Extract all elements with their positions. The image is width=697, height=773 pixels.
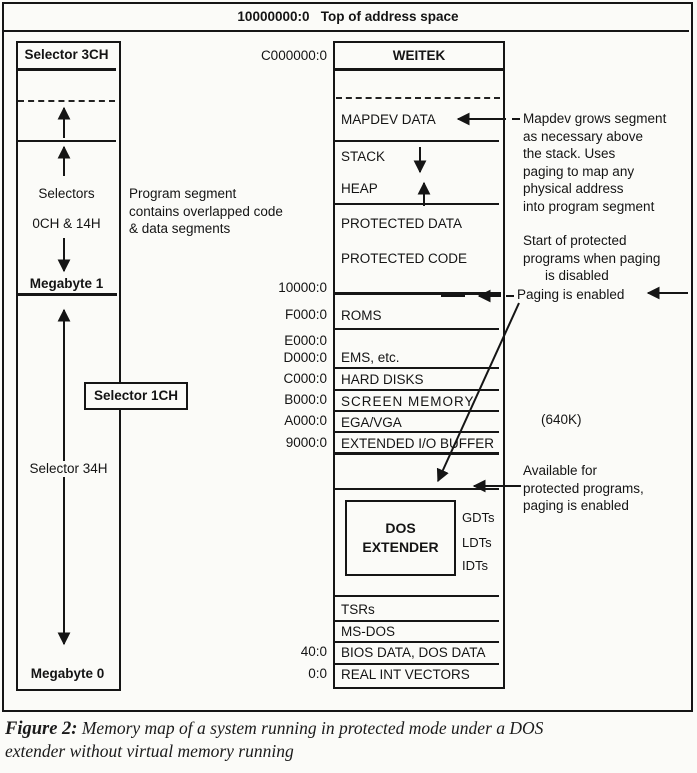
mapdev-note bbox=[523, 110, 666, 215]
roms-label: ROMS bbox=[341, 308, 382, 323]
protected-code-label: PROTECTED CODE bbox=[341, 251, 468, 266]
line-below-heap bbox=[335, 203, 499, 205]
hard-disks-label: HARD DISKS bbox=[341, 372, 424, 387]
addr-c000000: C000000:0 bbox=[260, 48, 327, 63]
screen-memory-label: SCREEN MEMORY bbox=[341, 394, 475, 409]
line-below-ems bbox=[335, 367, 499, 369]
mapdev-note-line5: physical address bbox=[523, 181, 624, 196]
line-below-roms bbox=[335, 328, 499, 330]
gdts-label: GDTs bbox=[462, 510, 495, 525]
real-int-vectors-label: REAL INT VECTORS bbox=[341, 667, 470, 682]
figure-caption bbox=[5, 717, 693, 762]
selector-line-142 bbox=[17, 140, 116, 142]
addr-b000: B000:0 bbox=[284, 392, 327, 407]
addr-f000: F000:0 bbox=[284, 307, 327, 322]
line-below-bios bbox=[335, 663, 499, 665]
ext-io-buffer-label: EXTENDED I/O BUFFER bbox=[341, 436, 495, 451]
mapdev-note-line4: paging to map any bbox=[523, 163, 635, 179]
addr-d000: D000:0 bbox=[283, 350, 327, 365]
line-below-tsrs bbox=[335, 620, 499, 622]
program-note-line3: & data segments bbox=[129, 221, 231, 236]
addr-c000: C000:0 bbox=[283, 371, 327, 386]
selector-3ch-underline bbox=[17, 68, 116, 71]
dos-extender-box bbox=[345, 500, 456, 576]
selector-dashed-line bbox=[18, 100, 115, 102]
mapdev-note-line1: Mapdev grows segment bbox=[523, 111, 667, 126]
caption-text2: extender without virtual memory running bbox=[5, 741, 294, 761]
program-note-line1: Program segment bbox=[129, 186, 237, 201]
line-10000 bbox=[333, 292, 501, 295]
line-below-ega-vga bbox=[335, 431, 499, 433]
available-note bbox=[523, 462, 644, 515]
addr-9000: 9000:0 bbox=[285, 435, 327, 450]
line-below-hard-disks bbox=[335, 389, 499, 391]
megabyte-1-label: Megabyte 1 bbox=[29, 276, 104, 291]
mapdev-dashed-line bbox=[336, 97, 500, 99]
selector-column bbox=[16, 41, 121, 691]
figure-title bbox=[4, 9, 692, 25]
available-note-line2: protected programs, bbox=[523, 480, 644, 496]
bios-data-label: BIOS DATA, DOS DATA bbox=[341, 645, 486, 660]
line-below-ext-io bbox=[335, 452, 499, 455]
start-note-line2: programs when paging bbox=[523, 250, 661, 266]
megabyte-1-line bbox=[16, 293, 117, 296]
mapdev-note-line6: into program segment bbox=[523, 198, 655, 214]
selector-1ch-label bbox=[84, 382, 188, 410]
ega-vga-label: EGA/VGA bbox=[341, 415, 402, 430]
header-divider bbox=[4, 30, 689, 32]
program-segment-note bbox=[129, 185, 283, 238]
start-note-line3: is disabled bbox=[545, 268, 609, 283]
weitek-box bbox=[333, 41, 505, 71]
selectors-label-2: 0CH & 14H bbox=[32, 216, 101, 231]
caption-line1 bbox=[5, 717, 693, 740]
top-address: 10000000:0 bbox=[237, 9, 310, 24]
mapdev-note-line2: as necessary above bbox=[523, 128, 644, 144]
program-note-line2: contains overlapped code bbox=[129, 203, 283, 219]
selectors-label-1: Selectors bbox=[38, 186, 95, 201]
start-note-line1: Start of protected bbox=[523, 233, 627, 248]
selector-1ch-text: Selector 1CH bbox=[93, 388, 179, 403]
line-below-screen-memory bbox=[335, 410, 499, 412]
ems-label: EMS, etc. bbox=[341, 350, 400, 365]
selector-3ch-label: Selector 3CH bbox=[24, 47, 109, 62]
dos-extender-line2: EXTENDER bbox=[362, 539, 439, 555]
addr-e000: E000:0 bbox=[284, 333, 327, 348]
tsrs-label: TSRs bbox=[341, 602, 375, 617]
caption-text1: Memory map of a system running in protected mode under a DOS bbox=[77, 718, 544, 738]
line-below-mapdev bbox=[335, 140, 499, 142]
idts-label: IDTs bbox=[462, 558, 488, 573]
addr-10000: 10000:0 bbox=[278, 280, 327, 295]
caption-figure-label: Figure 2: bbox=[5, 719, 78, 739]
start-protected-note bbox=[523, 232, 660, 285]
ldts-label: LDTs bbox=[462, 535, 492, 550]
selector-34h-label: Selector 34H bbox=[21, 461, 116, 477]
megabyte-0-label: Megabyte 0 bbox=[20, 666, 115, 682]
addr-a000: A000:0 bbox=[284, 413, 327, 428]
stack-label: STACK bbox=[341, 149, 386, 164]
msdos-label: MS-DOS bbox=[341, 624, 395, 639]
available-note-line1: Available for bbox=[523, 463, 598, 478]
heap-label: HEAP bbox=[341, 181, 378, 196]
paging-enabled-label: Paging is enabled bbox=[517, 287, 625, 302]
mapdev-data-label: MAPDEV DATA bbox=[341, 112, 436, 127]
640k-label: (640K) bbox=[541, 412, 582, 427]
dos-extender-line1: DOS bbox=[385, 520, 416, 536]
top-address-label: Top of address space bbox=[320, 9, 459, 24]
protected-data-label: PROTECTED DATA bbox=[341, 216, 463, 231]
available-note-line3: paging is enabled bbox=[523, 498, 629, 513]
mapdev-note-line3: the stack. Uses bbox=[523, 146, 616, 161]
addr-0: 0:0 bbox=[308, 666, 327, 681]
line-below-msdos bbox=[335, 641, 499, 643]
line-above-tsrs bbox=[335, 595, 499, 597]
weitek-label: WEITEK bbox=[392, 48, 446, 63]
addr-40: 40:0 bbox=[300, 644, 327, 659]
line-above-dos-extender bbox=[335, 488, 499, 490]
